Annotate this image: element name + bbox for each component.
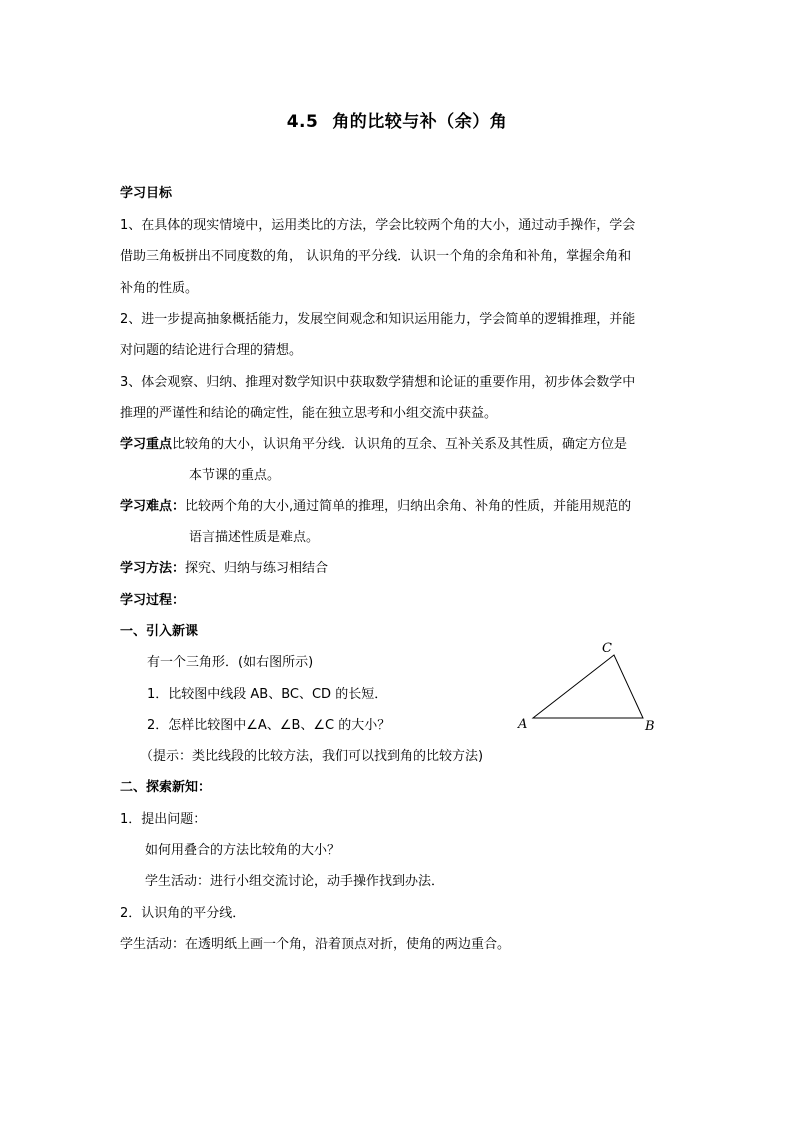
- objective-3-line-2: 推理的严谨性和结论的确定性，能在独立思考和小组交流中获益。: [120, 406, 498, 421]
- objective-1-line-2: 借助三角板拼出不同度数的角， 认识角的平分线．认识一个角的余角和补角，掌握余角和: [120, 249, 632, 264]
- key-points-label: 学习重点: [120, 437, 173, 452]
- section-2-item-1: 1．提出问题：: [120, 812, 207, 827]
- section-2-activity-1: 学生活动：进行小组交流讨论，动手操作找到办法．: [145, 874, 445, 889]
- key-points-line-1: 比较角的大小，认识角平分线．认识角的互余、互补关系及其性质，确定方位是: [172, 437, 628, 452]
- section-1-heading: 一、引入新课: [120, 624, 199, 639]
- objective-2-line-1: 2、进一步提高抽象概括能力，发展空间观念和知识运用能力，学会简单的逻辑推理，并能: [120, 312, 636, 327]
- objective-2-line-2: 对问题的结论进行合理的猜想。: [120, 343, 303, 358]
- triangle-abc: [533, 655, 643, 718]
- method-row: [120, 561, 328, 577]
- objective-1-line-1: 1、在具体的现实情境中，运用类比的方法，学会比较两个角的大小，通过动手操作，学会: [120, 218, 636, 233]
- section-1-question-1: 1．比较图中线段 AB、BC、CD 的长短．: [147, 687, 388, 702]
- section-1-intro: 有一个三角形．(如右图所示): [147, 655, 314, 670]
- process-label: 学习过程：: [120, 593, 186, 608]
- page-title: [0, 107, 794, 132]
- title-text: 角的比较与补（余）角: [332, 112, 508, 132]
- difficulties-line-2: 语言描述性质是难点。: [189, 530, 320, 545]
- method-label: 学习方法：: [120, 561, 186, 576]
- difficulties-line-1: 比较两个角的大小,通过简单的推理，归纳出余角、补角的性质，并能用规范的: [185, 499, 632, 514]
- section-2-heading: 二、探索新知：: [120, 780, 212, 795]
- vertex-label-a: A: [518, 717, 528, 732]
- vertex-label-b: B: [645, 719, 655, 734]
- section-1-hint: （提示：类比线段的比较方法，我们可以找到角的比较方法): [140, 749, 484, 764]
- section-number: 4.5: [286, 112, 319, 132]
- section-2-item-2: 2．认识角的平分线．: [120, 906, 246, 921]
- key-points-line-2: 本节课的重点。: [189, 468, 281, 483]
- method-text: 探究、归纳与练习相结合: [185, 561, 329, 576]
- objective-1-line-3: 补角的性质。: [120, 281, 199, 296]
- section-2-question: 如何用叠合的方法比较角的大小？: [145, 843, 341, 858]
- section-1-question-2: 2．怎样比较图中∠A、∠B、∠C 的大小？: [147, 718, 391, 733]
- difficulties-row: [120, 499, 631, 515]
- section-2-activity-2: 学生活动：在透明纸上画一个角，沿着顶点对折，使角的两边重合。: [120, 937, 511, 952]
- vertex-label-c: C: [602, 641, 612, 656]
- objectives-heading: 学习目标: [120, 186, 173, 201]
- difficulties-label: 学习难点：: [120, 499, 186, 514]
- key-points-row: [120, 437, 627, 453]
- objective-3-line-1: 3、体会观察、归纳、推理对数学知识中获取数学猜想和论证的重要作用，初步体会数学中: [120, 375, 636, 390]
